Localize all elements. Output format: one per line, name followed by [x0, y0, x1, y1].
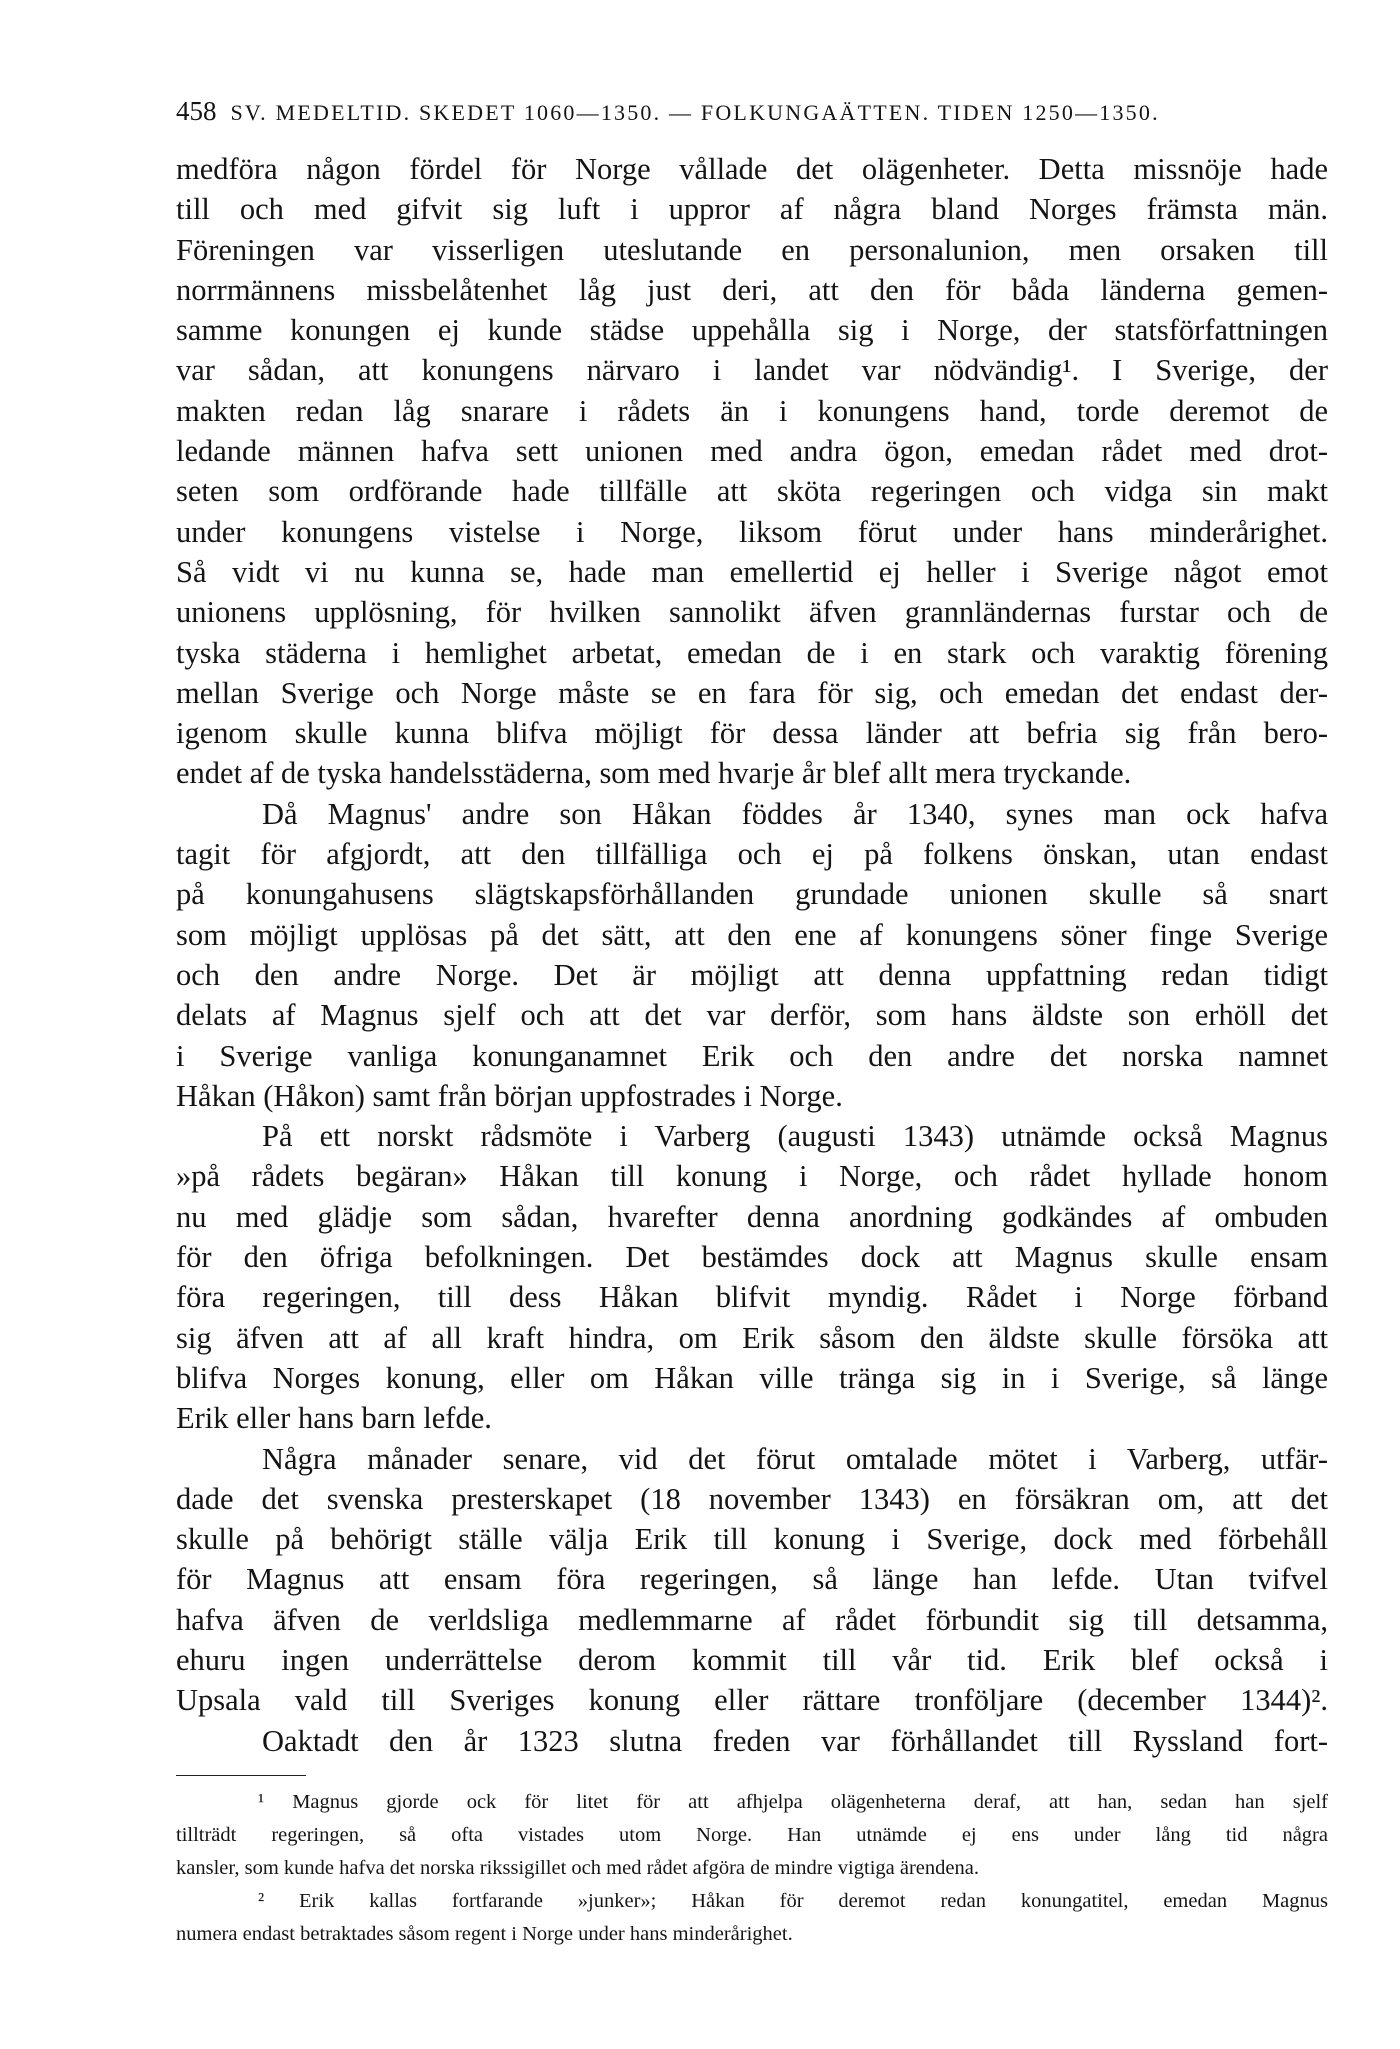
text-line: delats af Magnus sjelf och att det var derför, som hans äldste son erhöll det: [176, 998, 1328, 1033]
text-line: makten redan låg snarare i rådets än i konungens hand, torde deremot de: [176, 393, 1328, 428]
text-line: Håkan (Håkon) samt från början uppfostrades i Norge.: [176, 1078, 843, 1113]
text-line: nu med glädje som sådan, hvarefter denna anordning godkändes af ombuden: [176, 1199, 1328, 1234]
footnote-divider: [176, 1775, 306, 1776]
page-number: 458: [176, 96, 217, 126]
text-line: seten som ordförande hade tillfälle att sköta regeringen och vidga sin makt: [176, 474, 1328, 509]
text-line: Då Magnus' andre son Håkan föddes år 1340, synes man ock hafva: [262, 796, 1328, 831]
footnote-line: ² Erik kallas fortfarande »junker»; Håkan för deremot redan konungatitel, emedan Magnus: [258, 1889, 1328, 1912]
text-line: medföra någon fördel för Norge vållade det olägenheter. Detta missnöje hade: [176, 152, 1328, 186]
text-line: »på rådets begäran» Håkan till konung i Norge, och rådet hyllade honom: [176, 1159, 1328, 1194]
text-line: på konungahusens slägtskapsförhållanden grundade unionen skulle så snart: [176, 877, 1328, 912]
text-line: och den andre Norge. Det är möjligt att denna uppfattning redan tidigt: [176, 957, 1328, 992]
footnote-line: ¹ Magnus gjorde ock för litet för att afhjelpa olägenheterna deraf, att han, sedan han sjelf: [258, 1790, 1328, 1813]
body-text: [176, 149, 1328, 1761]
text-line: skulle på behörigt ställe välja Erik till konung i Sverige, dock med förbehåll: [176, 1522, 1328, 1557]
text-line: Några månader senare, vid det förut omtalade mötet i Varberg, utfär-: [262, 1441, 1328, 1476]
footnote-line: tillträdt regeringen, så ofta vistades utom Norge. Han utnämde ej ens under lång tid några: [176, 1823, 1328, 1846]
text-line: som möjligt upplösas på det sätt, att den ene af konungens söner finge Sverige: [176, 917, 1328, 952]
text-line: var sådan, att konungens närvaro i landet var nödvändig¹. I Sverige, der: [176, 353, 1328, 388]
text-line: ehuru ingen underrättelse derom kommit till vår tid. Erik blef också i: [176, 1642, 1328, 1677]
text-line: blifva Norges konung, eller om Håkan ville tränga sig in i Sverige, så länge: [176, 1360, 1328, 1395]
text-line: igenom skulle kunna blifva möjligt för dessa länder att befria sig från bero-: [176, 716, 1328, 751]
text-line: mellan Sverige och Norge måste se en fara för sig, och emedan det endast der-: [176, 675, 1328, 710]
text-line: samme konungen ej kunde städse uppehålla sig i Norge, der statsförfattningen: [176, 313, 1328, 348]
text-line: hafva äfven de verldsliga medlemmarne af rådet förbundit sig till detsamma,: [176, 1602, 1328, 1637]
footnote-line: kansler, som kunde hafva det norska rikssigillet och med rådet afgöra de mindre vigtiga ärendena.: [176, 1856, 979, 1879]
text-line: ledande männen hafva sett unionen med andra ögon, emedan rådet med drot-: [176, 434, 1328, 469]
text-line: Föreningen var visserligen uteslutande en personalunion, men orsaken till: [176, 232, 1328, 267]
text-line: dade det svenska presterskapet (18 november 1343) en försäkran om, att det: [176, 1481, 1328, 1516]
text-line: sig äfven att af all kraft hindra, om Erik såsom den äldste skulle försöka att: [176, 1320, 1328, 1355]
text-line: i Sverige vanliga konunganamnet Erik och den andre det norska namnet: [176, 1038, 1328, 1073]
text-line: till och med gifvit sig luft i uppror af några bland Norges främsta män.: [176, 192, 1328, 227]
text-line: under konungens vistelse i Norge, liksom förut under hans minderårighet.: [176, 514, 1328, 549]
text-line: för Magnus att ensam föra regeringen, så länge han lefde. Utan tvifvel: [176, 1562, 1328, 1597]
text-line: Upsala vald till Sveriges konung eller rättare tronföljare (december 1344)².: [176, 1683, 1328, 1718]
text-line: unionens upplösning, för hvilken sannolikt äfven grannländernas furstar och de: [176, 595, 1328, 630]
text-line: norrmännens missbelåtenhet låg just deri, att den för båda länderna gemen-: [176, 272, 1328, 307]
text-line: endet af de tyska handelsstäderna, som med hvarje år blef allt mera tryckande.: [176, 756, 1132, 791]
text-line: På ett norskt rådsmöte i Varberg (augusti 1343) utnämde också Magnus: [262, 1119, 1328, 1154]
text-line: Erik eller hans barn lefde.: [176, 1401, 492, 1436]
text-line: föra regeringen, till dess Håkan blifvit myndig. Rådet i Norge förband: [176, 1280, 1328, 1315]
footnote-line: numera endast betraktades såsom regent i Norge under hans minderårighet.: [176, 1922, 793, 1945]
footnotes: [176, 1786, 1328, 1951]
running-head-title: SV. MEDELTID. SKEDET 1060—1350. — FOLKUNGAÄTTEN. TIDEN 1250—1350.: [230, 100, 1160, 125]
book-page: [176, 96, 1328, 1951]
text-line: Så vidt vi nu kunna se, hade man emellertid ej heller i Sverige något emot: [176, 554, 1328, 589]
text-line: Oaktadt den år 1323 slutna freden var förhållandet till Ryssland fort-: [262, 1723, 1328, 1758]
text-line: för den öfriga befolkningen. Det bestämdes dock att Magnus skulle ensam: [176, 1240, 1328, 1275]
text-line: tyska städerna i hemlighet arbetat, emedan de i en stark och varaktig förening: [176, 635, 1328, 670]
text-line: tagit för afgjordt, att den tillfälliga och ej på folkens önskan, utan endast: [176, 837, 1328, 872]
running-head: [176, 96, 1328, 127]
